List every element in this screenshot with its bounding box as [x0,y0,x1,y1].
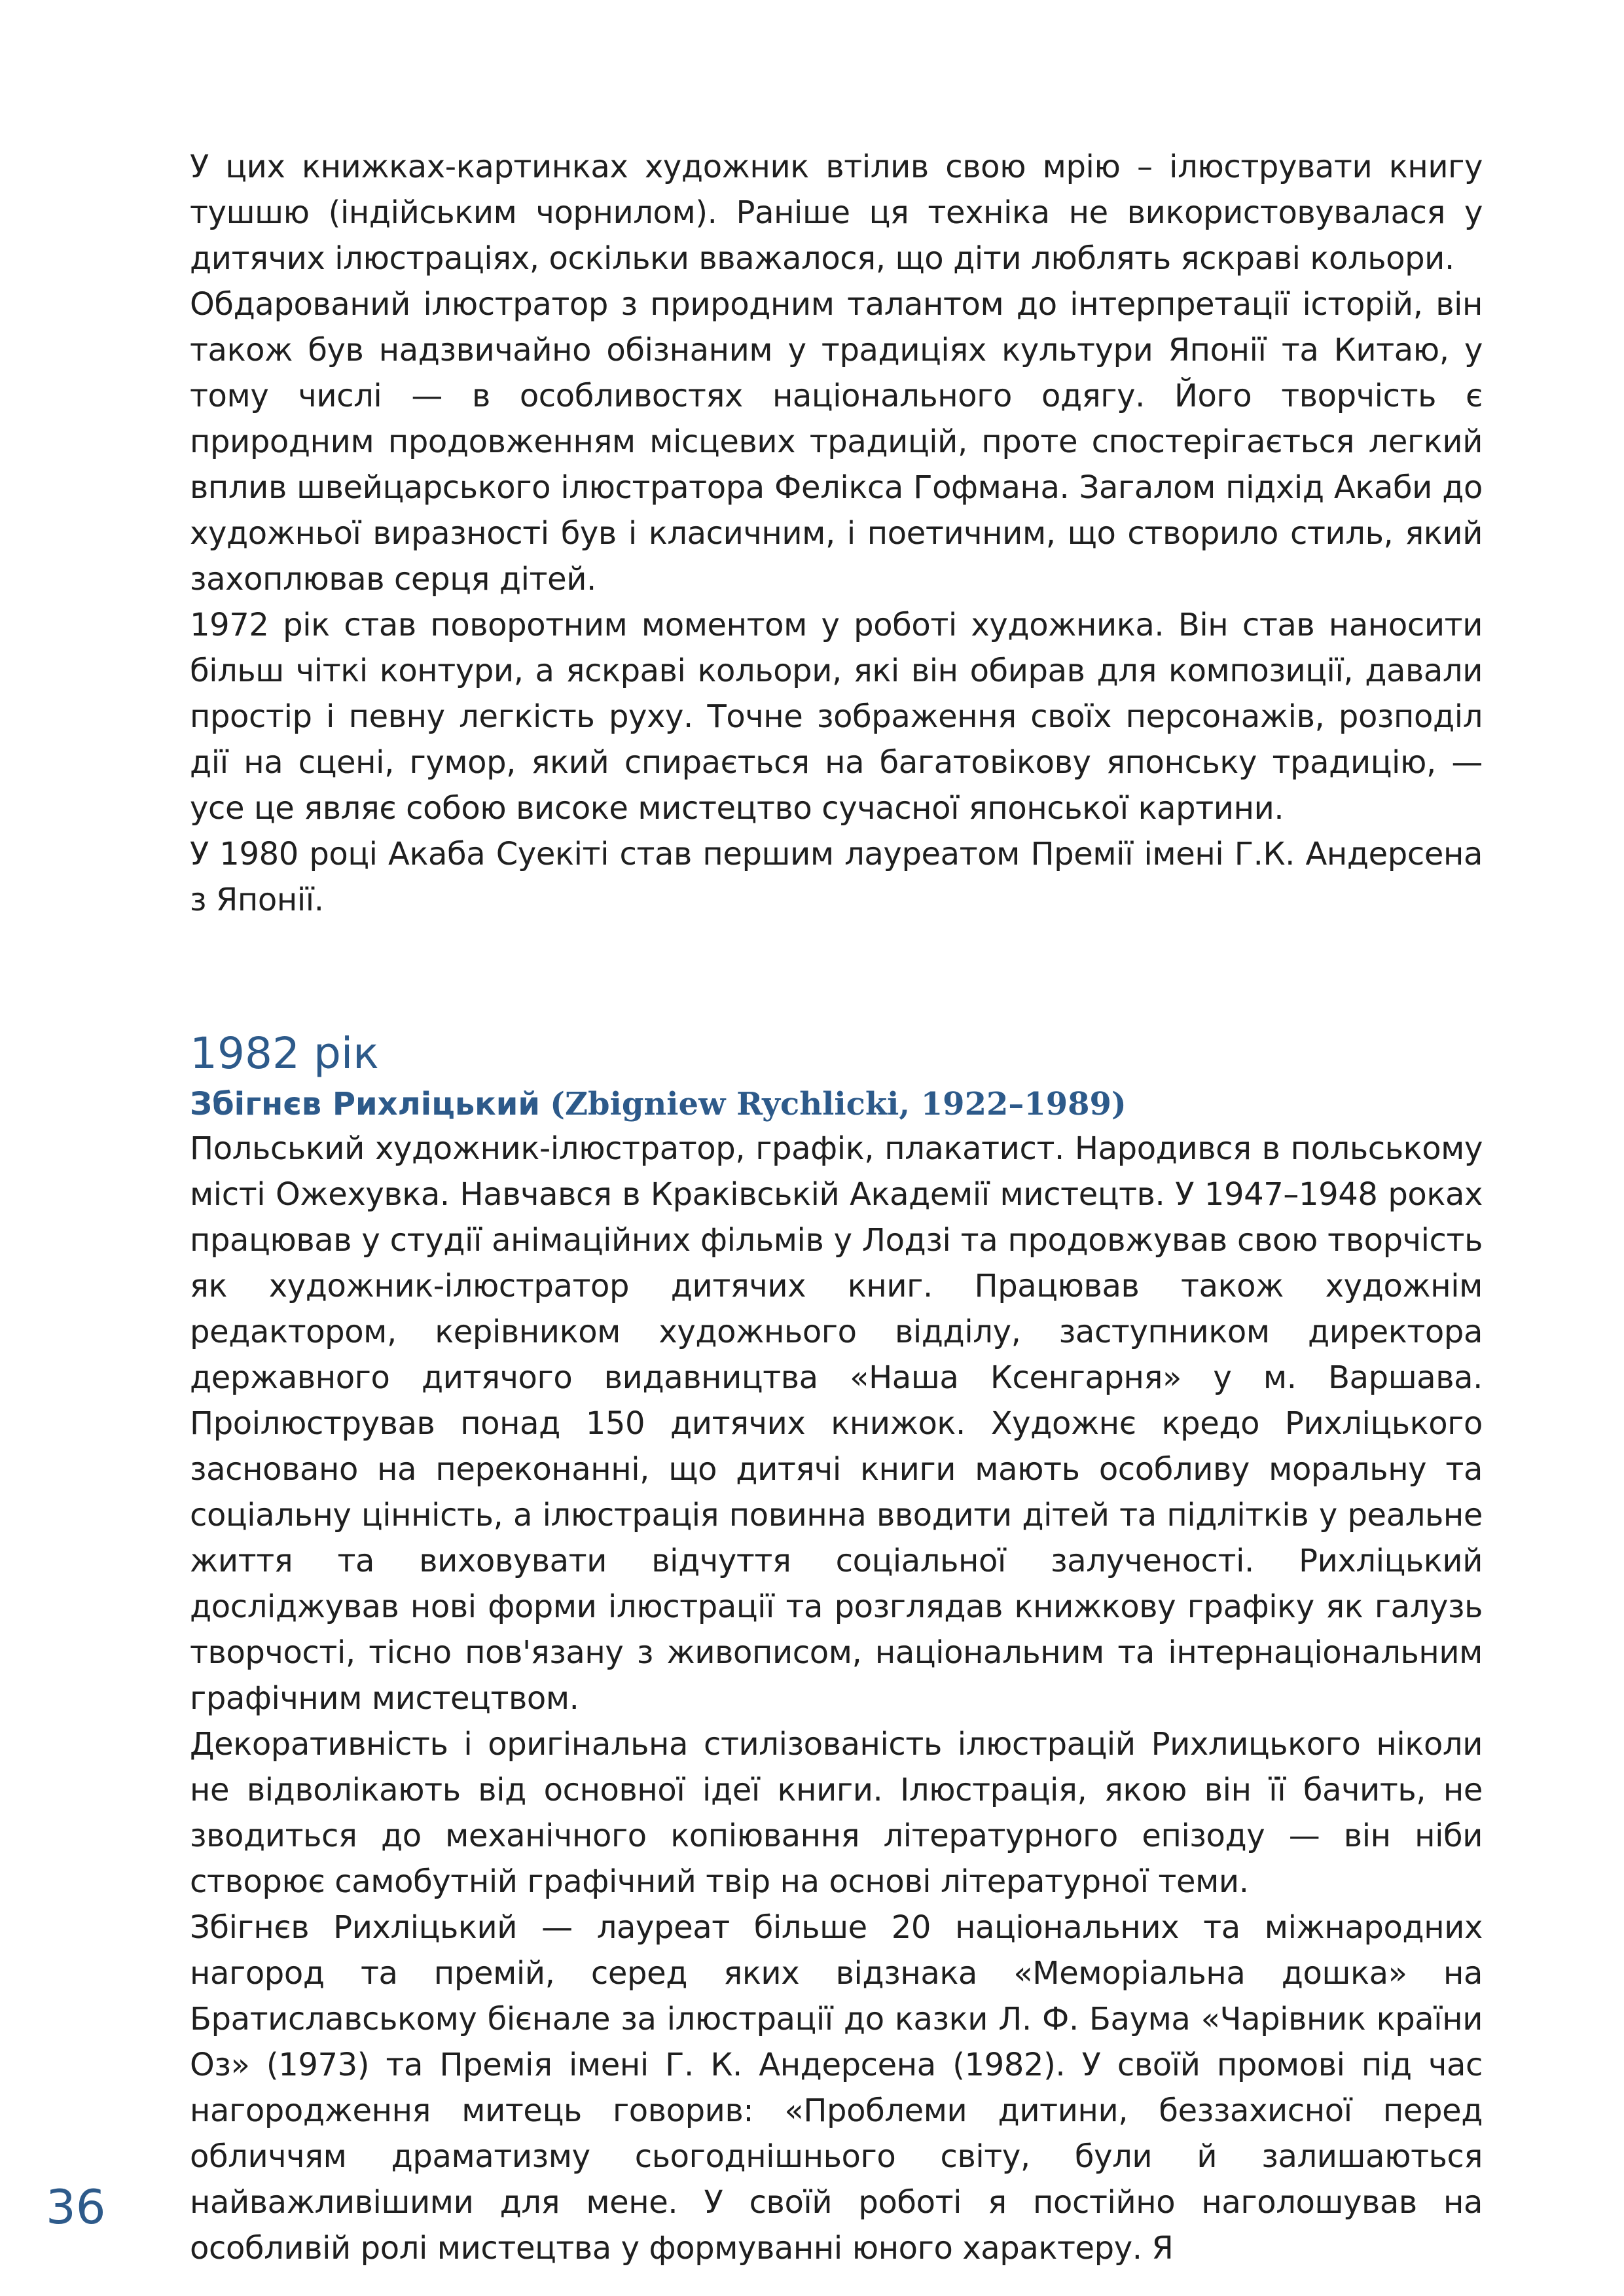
artist-latin-name: (Zbigniew Rychlicki, 1922–1989) [550,1086,1127,1122]
paragraph: Обдарований ілюстратор з природним талантом до інтерпретації історій, він також був надзвичайно обізнаним у традиціях культури Японії та Китаю, у тому числі — в особливостях національного одягу. Його творчість є природним продовженням місцевих традицій, проте спостерігається легкий вплив швейцарського ілюстратора Фелікса Гофмана. Загалом підхід Акаби до художньої виразності був і класичним, і поетичним, що створило стиль, який захоплював серця дітей. [190,286,1483,598]
artist-name: Збігнєв Рихліцький [190,1086,541,1122]
paragraph: Декоративність і оригінальна стилізованість ілюстрацій Рихлицького ніколи не відволікають від основної ідеї книги. Ілюстрація, якою він її бачить, не зводиться до механічного копіювання літературного епізоду — він ніби створює самобутній графічний твір на основі літературної теми. [190,1726,1483,1900]
paragraph: У цих книжках-картинках художник втілив свою мрію – ілюструвати книгу тушшю (індійським чорнилом). Раніше ця техніка не використовувалася у дитячих ілюстраціях, оскільки вважалося, що діти люблять яскраві кольори. [190,149,1483,277]
page-body [190,144,1483,2271]
paragraph: Польський художник-ілюстратор, графік, плакатист. Народився в польському місті Ожехувка. Навчався в Краківській Академії мистецтв. У 1947–1948 роках працював у студії анімаційних фільмів у Лодзі та продовжував свою творчість як художник-ілюстратор дитячих книг. Працював також художнім редактором, керівником художнього відділу, заступником директора державного дитячого видавництва «Наша Ксенгарня» у м. Варшава. Проілюстрував понад 150 дитячих книжок. Художнє кредо Рихліцького засновано на переконанні, що дитячі книги мають особливу моральну та соціальну цінність, а ілюстрація повинна вводити дітей та підлітків у реальне життя та виховувати відчуття соціальної залученості. Рихліцький досліджував нові форми ілюстрації та розглядав книжкову графіку як галузь творчості, тісно пов'язану з живописом, національним та інтернаціональним графічним мистецтвом. [190,1130,1483,1717]
paragraph: Збігнєв Рихліцький — лауреат більше 20 національних та міжнародних нагород та премій, серед яких відзнака «Меморіальна дошка» на Братиславському бієнале за ілюстрації до казки Л. Ф. Баума «Чарівник країни Оз» (1973) та Премія імені Г. К. Андерсена (1982). У своїй промові під час нагородження митець говорив: «Проблеми дитини, беззахисної перед обличчям драматизму сьогоднішнього світу, були й залишаються найважливішими для мене. У своїй роботі я постійно наголошував на особливій ролі мистецтва у формуванні юного характеру. Я [190,1909,1483,2267]
section-year-heading: 1982 рік [190,1028,380,1079]
artist-heading [190,1083,1483,1126]
paragraph: У 1980 році Акаба Суекіті став першим лауреатом Премії імені Г.К. Андерсена з Японії. [190,836,1483,918]
page-number: 36 [46,2179,106,2234]
paragraph: 1972 рік став поворотним моментом у роботі художника. Він став наносити більш чіткі контури, а яскраві кольори, які він обирав для композиції, давали простір і певну легкість руху. Точне зображення своїх персонажів, розподіл дії на сцені, гумор, який спирається на багатовікову японську традицію, — усе це являє собою високе мистецтво сучасної японської картини. [190,607,1483,827]
